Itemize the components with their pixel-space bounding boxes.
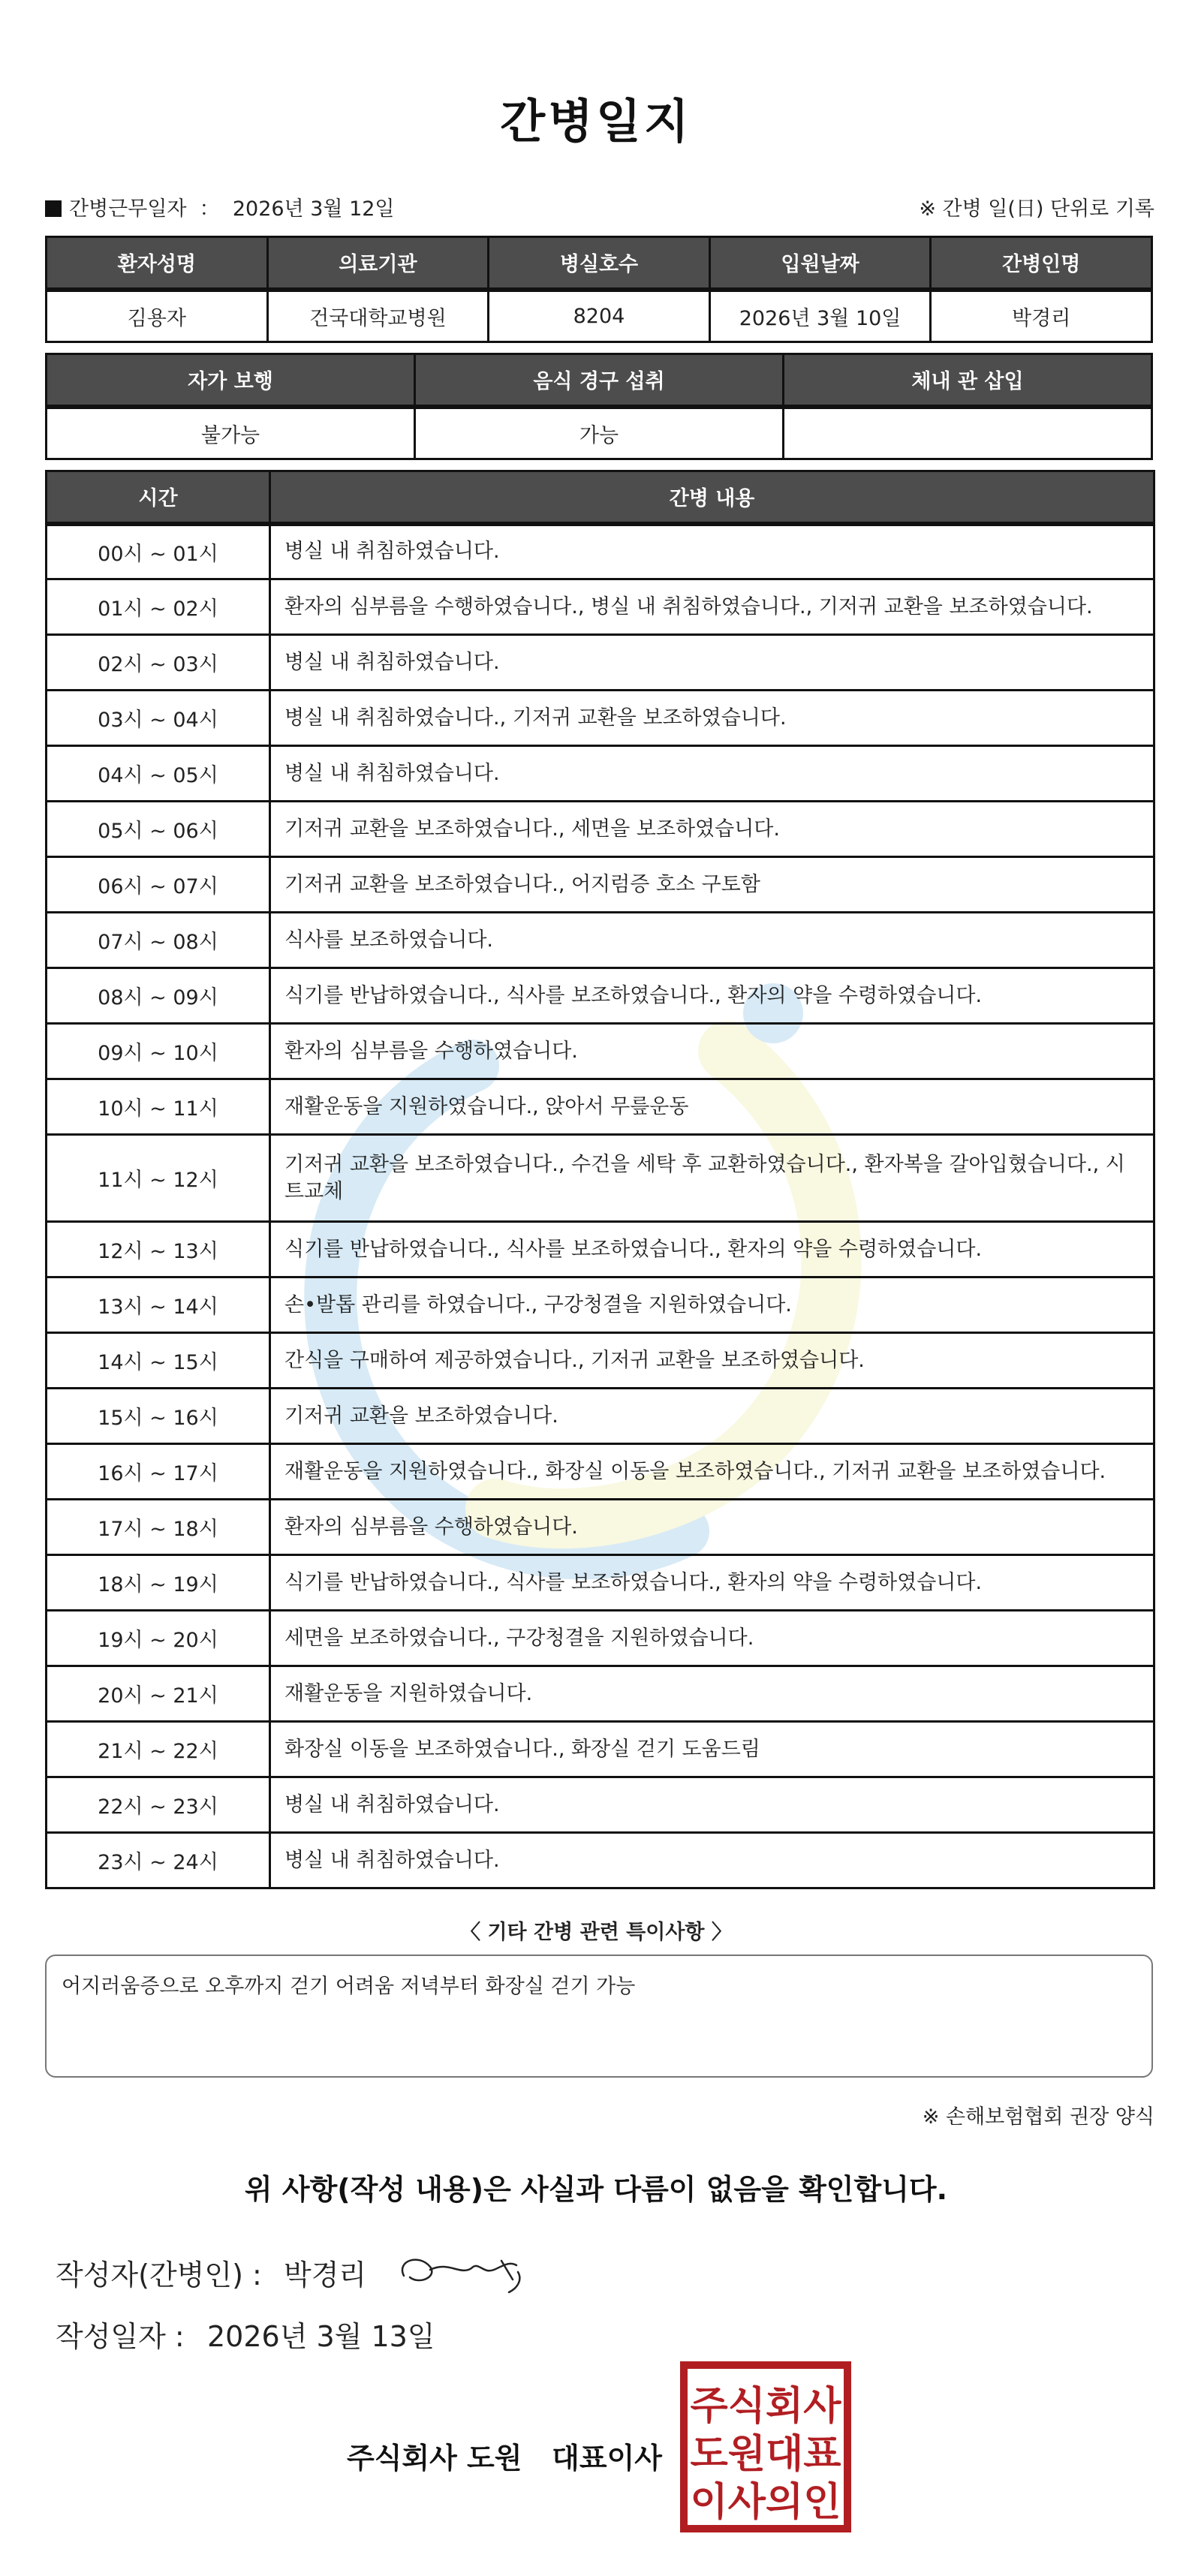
time-cell: 02시 ~ 03시 (47, 635, 270, 691)
time-cell: 09시 ~ 10시 (47, 1024, 270, 1079)
patient-info-table (45, 236, 1153, 343)
notes-title: 〈 기타 간병 관련 특이사항 〉 (460, 1921, 732, 1944)
work-date-line (45, 192, 395, 221)
table-row (47, 1555, 1154, 1611)
date-label: 작성일자 : (56, 2320, 185, 2353)
svg-text:도원대표: 도원대표 (690, 2432, 841, 2477)
time-cell: 18시 ~ 19시 (47, 1555, 270, 1611)
content-cell: 식기를 반납하였습니다., 식사를 보조하였습니다., 환자의 약을 수령하였습니다. (270, 968, 1154, 1024)
content-cell: 손•발톱 관리를 하였습니다., 구강청결을 지원하였습니다. (270, 1277, 1154, 1333)
hospital-name: 건국대학교병원 (267, 290, 489, 342)
header-admission-date: 입원날짜 (709, 237, 931, 290)
content-cell: 간식을 구매하여 제공하였습니다., 기저귀 교환을 보조하였습니다. (270, 1333, 1154, 1389)
caregiver-name: 박경리 (931, 290, 1152, 342)
content-cell: 기저귀 교환을 보조하였습니다., 세면을 보조하였습니다. (270, 802, 1154, 857)
header-oral-intake: 음식 경구 섭취 (415, 354, 784, 407)
table-row (47, 802, 1154, 857)
header-room: 병실호수 (489, 237, 710, 290)
content-cell: 재활운동을 지원하였습니다. (270, 1666, 1154, 1722)
time-cell: 17시 ~ 18시 (47, 1500, 270, 1555)
time-cell: 12시 ~ 13시 (47, 1222, 270, 1277)
header-patient-name: 환자성명 (47, 237, 268, 290)
content-cell: 기저귀 교환을 보조하였습니다. (270, 1389, 1154, 1444)
time-cell: 11시 ~ 12시 (47, 1135, 270, 1222)
content-cell: 병실 내 취침하였습니다. (270, 746, 1154, 802)
table-row (47, 1722, 1154, 1777)
content-cell: 식기를 반납하였습니다., 식사를 보조하였습니다., 환자의 약을 수령하였습니다. (270, 1555, 1154, 1611)
content-cell: 기저귀 교환을 보조하였습니다., 어지럼증 호소 구토함 (270, 857, 1154, 913)
content-cell: 식기를 반납하였습니다., 식사를 보조하였습니다., 환자의 약을 수령하였습니다. (270, 1222, 1154, 1277)
content-cell: 병실 내 취침하였습니다. (270, 635, 1154, 691)
table-row (47, 968, 1154, 1024)
content-cell: 병실 내 취침하였습니다., 기저귀 교환을 보조하였습니다. (270, 691, 1154, 746)
header-tube-insertion: 체내 관 삽입 (784, 354, 1152, 407)
table-row (47, 635, 1154, 691)
patient-name: 김용자 (47, 290, 268, 342)
table-row (47, 524, 1154, 579)
handwritten-signature (389, 2238, 531, 2298)
time-cell: 03시 ~ 04시 (47, 691, 270, 746)
room-number: 8204 (489, 290, 710, 342)
time-cell: 15시 ~ 16시 (47, 1389, 270, 1444)
time-cell: 19시 ~ 20시 (47, 1611, 270, 1666)
time-cell: 14시 ~ 15시 (47, 1333, 270, 1389)
table-row (47, 1666, 1154, 1722)
table-row (47, 746, 1154, 802)
time-cell: 06시 ~ 07시 (47, 857, 270, 913)
header-hospital: 의료기관 (267, 237, 489, 290)
table-row (47, 913, 1154, 968)
time-cell: 13시 ~ 14시 (47, 1277, 270, 1333)
content-cell: 병실 내 취침하였습니다. (270, 1833, 1154, 1888)
colon: ： (199, 197, 220, 221)
care-log-table (45, 470, 1155, 1889)
content-cell: 기저귀 교환을 보조하였습니다., 수건을 세탁 후 교환하였습니다., 환자복을 갈아입혔습니다., 시트교체 (270, 1135, 1154, 1222)
content-cell: 식사를 보조하였습니다. (270, 913, 1154, 968)
writer-label: 작성자(간병인) : (56, 2259, 262, 2292)
table-row (47, 1222, 1154, 1277)
page-title: 간병일지 (500, 94, 692, 149)
writer-name: 박경리 (284, 2259, 367, 2292)
content-cell: 세면을 보조하였습니다., 구강청결을 지원하였습니다. (270, 1611, 1154, 1666)
unit-note: ※ 간병 일(日) 단위로 기록 (919, 197, 1154, 221)
content-cell: 병실 내 취침하였습니다. (270, 524, 1154, 579)
content-cell: 재활운동을 지원하였습니다., 앉아서 무릎운동 (270, 1079, 1154, 1135)
time-cell: 20시 ~ 21시 (47, 1666, 270, 1722)
table-row (47, 1444, 1154, 1500)
content-cell: 화장실 이동을 보조하였습니다., 화장실 걷기 도움드림 (270, 1722, 1154, 1777)
table-row (47, 1389, 1154, 1444)
time-cell: 05시 ~ 06시 (47, 802, 270, 857)
admission-date: 2026년 3월 10일 (709, 290, 931, 342)
table-row (47, 1079, 1154, 1135)
header-caregiver: 간병인명 (931, 237, 1152, 290)
table-row (47, 1024, 1154, 1079)
header-care-content: 간병 내용 (270, 471, 1154, 524)
notes-text: 어지러움증으로 오후까지 걷기 어려움 저녁부터 화장실 걷기 가능 (62, 1975, 636, 1998)
time-cell: 22시 ~ 23시 (47, 1777, 270, 1833)
table-row (47, 1833, 1154, 1888)
date-value: 2026년 3월 13일 (207, 2320, 435, 2353)
work-date-label: 간병근무일자 (69, 197, 187, 221)
self-walking-value: 불가능 (47, 407, 415, 459)
content-cell: 환자의 심부름을 수행하였습니다., 병실 내 취침하였습니다., 기저귀 교환을 보조하였습니다. (270, 579, 1154, 635)
header-time: 시간 (47, 471, 270, 524)
time-cell: 10시 ~ 11시 (47, 1079, 270, 1135)
time-cell: 01시 ~ 02시 (47, 579, 270, 635)
time-cell: 00시 ~ 01시 (47, 524, 270, 579)
content-cell: 재활운동을 지원하였습니다., 화장실 이동을 보조하였습니다., 기저귀 교환을 보조하였습니다. (270, 1444, 1154, 1500)
content-cell: 환자의 심부름을 수행하였습니다. (270, 1500, 1154, 1555)
company-name: 주식회사 도원 대표이사 (347, 2442, 662, 2475)
time-cell: 04시 ~ 05시 (47, 746, 270, 802)
time-cell: 16시 ~ 17시 (47, 1444, 270, 1500)
table-row (47, 579, 1154, 635)
time-cell: 23시 ~ 24시 (47, 1833, 270, 1888)
table-row (47, 1777, 1154, 1833)
notes-box (45, 1955, 1153, 2078)
company-seal (679, 2361, 852, 2533)
header-self-walking: 자가 보행 (47, 354, 415, 407)
content-cell: 병실 내 취침하였습니다. (270, 1777, 1154, 1833)
time-cell: 07시 ~ 08시 (47, 913, 270, 968)
oral-intake-value: 가능 (415, 407, 784, 459)
time-cell: 08시 ~ 09시 (47, 968, 270, 1024)
table-row (47, 1611, 1154, 1666)
time-cell: 21시 ~ 22시 (47, 1722, 270, 1777)
square-bullet-icon (45, 200, 62, 217)
work-date-value: 2026년 3월 12일 (232, 197, 395, 221)
table-row (47, 857, 1154, 913)
table-row (47, 1277, 1154, 1333)
table-row (47, 1333, 1154, 1389)
confirmation-statement: 위 사항(작성 내용)은 사실과 다름이 없음을 확인합니다. (244, 2173, 948, 2206)
recommend-note: ※ 손해보험협회 권장 양식 (922, 2105, 1154, 2129)
table-row (47, 691, 1154, 746)
content-cell: 환자의 심부름을 수행하였습니다. (270, 1024, 1154, 1079)
table-row (47, 1135, 1154, 1222)
tube-insertion-value (784, 407, 1152, 459)
svg-text:이사의인: 이사의인 (690, 2480, 841, 2525)
table-row (47, 1500, 1154, 1555)
patient-status-table (45, 353, 1153, 460)
svg-text:주식회사: 주식회사 (690, 2384, 841, 2429)
